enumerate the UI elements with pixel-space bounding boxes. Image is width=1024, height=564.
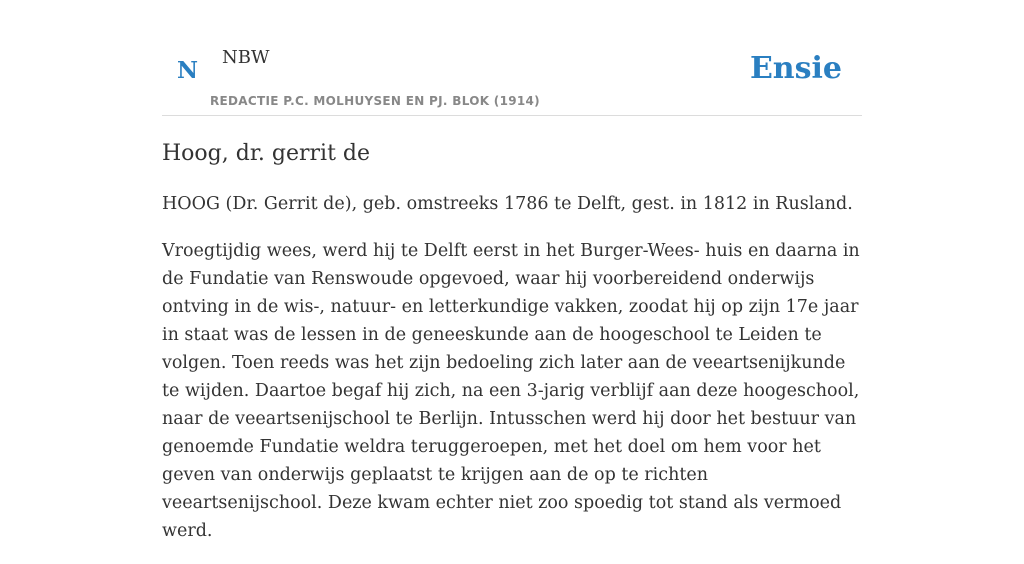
- source-subtitle: REDACTIE P.C. MOLHUYSEN EN PJ. BLOK (1914): [210, 94, 540, 108]
- article-title: Hoog, dr. gerrit de: [162, 141, 371, 166]
- article-paragraph-intro: HOOG (Dr. Gerrit de), geb. omstreeks 1786 te Delft, gest. in 1812 in Rusland.: [162, 194, 853, 214]
- page-header: [162, 0, 862, 116]
- article-body: [162, 138, 862, 564]
- source-title[interactable]: NBW: [222, 47, 270, 68]
- article-paragraph-body: Vroegtijdig wees, werd hij te Delft eerst in het Burger-Wees- huis en daarna in de Fundatie van Renswoude opgevoed, waar hij voorbereidend onderwijs ontving in de wis-, natuur- en letterkundige vakken, zoodat hij op zijn 17e jaar in staat was de lessen in de geneeskunde aan de hoogeschool te Leiden te volgen. Toen reeds was het zijn bedoeling zich later aan de veeartsenijkunde te wijden. Daartoe begaf hij zich, na een 3-jarig verblijf aan deze hoogeschool, naar de veeartsenijschool te Berlijn. Intusschen werd hij door het bestuur van genoemde Fundatie weldra teruggeroepen, met het doel om hem voor het geven van onderwijs geplaatst te krijgen aan de op te richten veeartsenijschool. Deze kwam echter niet zoo spoedig tot stand als vermoed werd.: [162, 241, 860, 541]
- brand-logo[interactable]: Ensie: [749, 51, 842, 86]
- source-logo-letter: N: [177, 57, 199, 84]
